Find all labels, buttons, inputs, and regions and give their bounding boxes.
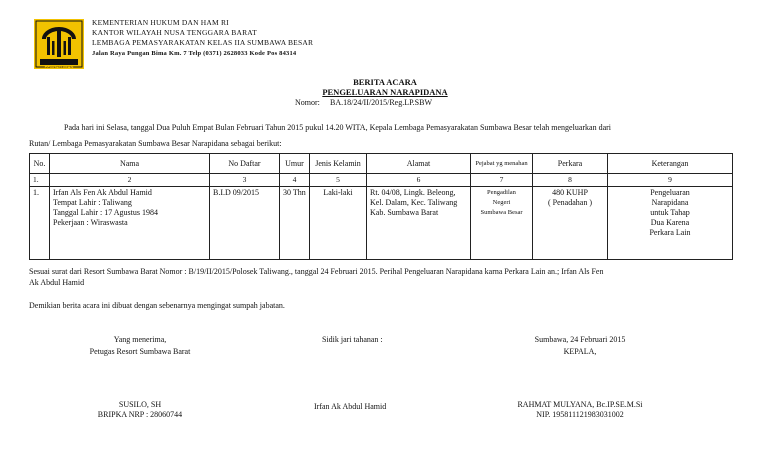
intro-line-1: Pada hari ini Selasa, tanggal Dua Puluh Empat Bulan Februari Tahun 2015 pukul 14.20 WITA, Kepala Lembaga Pemasyarakatan Sumbawa Besar telah mengeluarkan dari (64, 123, 612, 132)
header-ministry: KEMENTERIAN HUKUM DAN HAM RI (92, 18, 229, 27)
header-umur: Umur (280, 154, 310, 174)
header-institution: LEMBAGA PEMASYARAKATAN KELAS IIA SUMBAWA BESAR (92, 38, 314, 47)
keterangan-line: Perkara Lain (649, 228, 691, 237)
sig-left-label-2: Petugas Resort Sumbawa Barat (89, 347, 191, 356)
sesuai-line-1: Sesuai surat dari Resort Sumbawa Barat Nomor : B/19/II/2015/Polosek Taliwang., tanggal 24 Februari 2015. Perihal Pengeluaran Narapidana karna Perkara Lain an.; Irfan Als Fen (29, 267, 604, 276)
sig-right-name: RAHMAT MULYANA, Bc.IP.SE.M.Si (517, 400, 643, 409)
num-col-8: 8 (533, 174, 608, 187)
sig-left-label-1: Yang menerima, (113, 335, 167, 344)
keterangan-line: Pengeluaran (650, 188, 690, 197)
pejabat-line: Sumbawa Besar (480, 209, 523, 216)
header-address: Jalan Raya Pungan Bima Km. 7 Telp (0371) 2628033 Kode Pos 84314 (92, 50, 297, 57)
header-perkara: Perkara (533, 154, 608, 174)
table-row (30, 187, 733, 260)
keterangan-line: Narapidana (651, 198, 689, 207)
num-col-1: 1. (30, 174, 50, 187)
sig-left-id: BRIPKA NRP : 28060744 (97, 410, 183, 419)
inmate-table (29, 153, 733, 260)
cell-keterangan (608, 187, 733, 260)
intro-line-2: Rutan/ Lembaga Pemasyarakatan Sumbawa Besar Narapidana sebagai berikut: (29, 139, 282, 148)
perkara-line: ( Penadahan ) (548, 198, 592, 207)
nama-line: Pekerjaan : Wiraswasta (53, 218, 128, 227)
nama-line: Tempat Lahir : Taliwang (53, 198, 132, 207)
cell-nama (50, 187, 210, 260)
logo-caption: PENGAYOMAN (44, 64, 74, 69)
pejabat-line: Pengadilan (487, 189, 516, 196)
sig-left-name: SUSILO, SH (118, 400, 162, 409)
num-col-7: 7 (471, 174, 533, 187)
alamat-line: Kel. Dalam, Kec. Taliwang (370, 198, 458, 207)
num-col-3: 3 (210, 174, 280, 187)
header-no: No. (30, 154, 50, 174)
document-subtitle: PENGELUARAN NARAPIDANA (322, 87, 448, 97)
sig-right-title: KEPALA, (563, 347, 597, 356)
num-col-2: 2 (50, 174, 210, 187)
sig-right-id: NIP. 195811121983031002 (536, 410, 624, 419)
header-alamat: Alamat (367, 154, 471, 174)
sig-right-place-date: Sumbawa, 24 Februari 2015 (534, 335, 626, 344)
nomor-label: Nomor: (295, 98, 320, 107)
header-jenis-kelamin: Jenis Kelamin (310, 154, 367, 174)
alamat-line: Rt. 04/08, Lingk. Beleong, (370, 188, 456, 197)
pengayoman-logo (34, 19, 84, 69)
alamat-line: Kab. Sumbawa Barat (370, 208, 439, 217)
header-pejabat: Pejabat yg menahan (471, 154, 533, 174)
cell-perkara (533, 187, 608, 260)
cell-pejabat (471, 187, 533, 260)
num-col-6: 6 (367, 174, 471, 187)
closing-statement: Demikian berita acara ini dibuat dengan sebenarnya mengingat sumpah jabatan. (29, 301, 285, 310)
sig-middle-label: Sidik jari tahanan : (322, 335, 383, 344)
keterangan-line: untuk Tahap (650, 208, 690, 217)
num-col-5: 5 (310, 174, 367, 187)
nama-line: Tanggal Lahir : 17 Agustus 1984 (53, 208, 158, 217)
sesuai-line-2: Ak Abdul Hamid (29, 278, 85, 287)
num-col-4: 4 (280, 174, 310, 187)
table-header-row (30, 154, 733, 174)
keterangan-line: Dua Karena (650, 218, 690, 227)
pejabat-line: Negeri (492, 199, 511, 206)
cell-no-daftar: B.I.D 09/2015 (210, 187, 280, 260)
cell-umur: 30 Thn (280, 187, 310, 260)
perkara-line: 480 KUHP (552, 188, 588, 197)
cell-no: 1. (30, 187, 50, 260)
num-col-9: 9 (608, 174, 733, 187)
nama-line: Irfan Als Fen Ak Abdul Hamid (53, 188, 152, 197)
header-regional-office: KANTOR WILAYAH NUSA TENGGARA BARAT (92, 28, 257, 37)
nomor-value: BA.18/24/II/2015/Reg.LP.SBW (330, 98, 433, 107)
header-nama: Nama (50, 154, 210, 174)
sig-middle-name: Irfan Ak Abdul Hamid (314, 402, 387, 411)
cell-alamat (367, 187, 471, 260)
header-no-daftar: No Daftar (210, 154, 280, 174)
table-number-row (30, 174, 733, 187)
document-title: BERITA ACARA (353, 77, 417, 87)
header-keterangan: Keterangan (608, 154, 733, 174)
cell-jenis-kelamin: Laki-laki (310, 187, 367, 260)
